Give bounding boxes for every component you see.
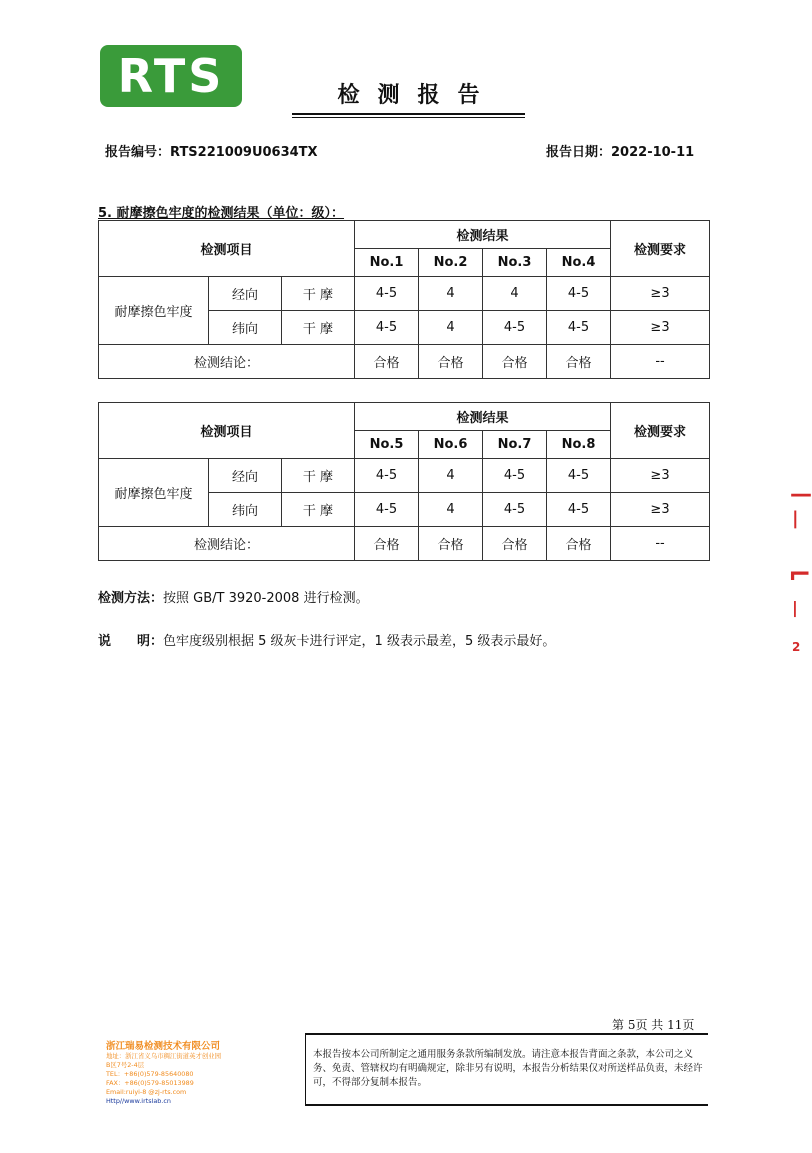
results-table-2 <box>98 402 710 561</box>
conclusion-requirement: -- <box>611 345 710 379</box>
sample-header: No.4 <box>547 249 611 277</box>
property-cell: 耐摩擦色牢度 <box>99 459 209 527</box>
test-method-label: 检测方法： <box>98 591 164 606</box>
result-header: 检测结果 <box>355 403 611 431</box>
conclusion-cell: 合格 <box>483 345 547 379</box>
sample-header: No.6 <box>419 431 483 459</box>
company-tel: TEL：+86(0)579-85640080 <box>106 1070 194 1078</box>
direction-cell: 纬向 <box>209 311 282 345</box>
conclusion-row <box>99 527 710 561</box>
value-cell: 4-5 <box>483 459 547 493</box>
item-header: 检测项目 <box>99 221 355 277</box>
sample-header: No.8 <box>547 431 611 459</box>
condition-cell: 干 摩 <box>282 311 355 345</box>
condition-cell: 干 摩 <box>282 277 355 311</box>
section-title: 5. 耐摩擦色牢度的检测结果（单位：级）： <box>98 206 345 221</box>
footer-divider-bottom <box>305 1104 708 1106</box>
page-count: 第 5页 共 11页 <box>612 1018 695 1032</box>
requirement-header: 检测要求 <box>611 221 710 277</box>
seal-stamp-fragment: — | ⌐ | 2 <box>788 482 812 654</box>
note <box>98 630 555 649</box>
condition-cell: 干 摩 <box>282 493 355 527</box>
sample-header: No.3 <box>483 249 547 277</box>
company-website: Http//www.irtslab.cn <box>106 1097 171 1105</box>
condition-cell: 干 摩 <box>282 459 355 493</box>
requirement-cell: ≥3 <box>611 459 710 493</box>
conclusion-row <box>99 345 710 379</box>
company-logo <box>100 45 242 107</box>
test-method <box>98 587 369 606</box>
report-number <box>105 141 318 160</box>
results-table-1 <box>98 220 710 379</box>
conclusion-cell: 合格 <box>547 527 611 561</box>
company-fax: FAX：+86(0)579-85013989 <box>106 1079 194 1087</box>
value-cell: 4 <box>483 277 547 311</box>
title-underline-thin <box>292 117 525 118</box>
conclusion-cell: 合格 <box>419 345 483 379</box>
page-title: 检测报告 <box>337 83 498 108</box>
requirement-cell: ≥3 <box>611 277 710 311</box>
footer-divider-left <box>305 1033 306 1105</box>
disclaimer-text: 本报告按本公司所制定之通用服务条款所编制发放。请注意本报告背面之条款，本公司之义务、免责、管辖权均有明确规定，除非另有说明，本报告分析结果仅对所送样品负责，未经许可，不得部分复制本报告。 <box>313 1049 703 1088</box>
logo-text: RTS <box>117 49 225 103</box>
sample-header: No.2 <box>419 249 483 277</box>
value-cell: 4-5 <box>355 277 419 311</box>
conclusion-label: 检测结论： <box>99 345 355 379</box>
company-email: Email:ruiyi-8 @zj-rts.com <box>106 1088 187 1096</box>
footer-divider-top <box>305 1033 708 1035</box>
sample-header: No.1 <box>355 249 419 277</box>
conclusion-cell: 合格 <box>419 527 483 561</box>
conclusion-label: 检测结论： <box>99 527 355 561</box>
requirement-header: 检测要求 <box>611 403 710 459</box>
note-text: 色牢度级别根据 5 级灰卡进行评定，1 级表示最差，5 级表示最好。 <box>163 634 556 649</box>
value-cell: 4-5 <box>483 493 547 527</box>
company-info <box>106 1038 296 1106</box>
requirement-cell: ≥3 <box>611 493 710 527</box>
report-date <box>546 141 694 160</box>
item-header: 检测项目 <box>99 403 355 459</box>
company-address: 地址：浙江省义乌市稠江街道英才创业园 <box>106 1052 222 1060</box>
value-cell: 4-5 <box>547 277 611 311</box>
value-cell: 4-5 <box>483 311 547 345</box>
title-underline <box>292 113 525 115</box>
direction-cell: 经向 <box>209 277 282 311</box>
conclusion-cell: 合格 <box>355 345 419 379</box>
table-row <box>99 459 710 493</box>
value-cell: 4 <box>419 277 483 311</box>
value-cell: 4-5 <box>547 459 611 493</box>
value-cell: 4-5 <box>355 459 419 493</box>
value-cell: 4-5 <box>547 493 611 527</box>
conclusion-cell: 合格 <box>355 527 419 561</box>
direction-cell: 纬向 <box>209 493 282 527</box>
test-method-text: 按照 GB/T 3920-2008 进行检测。 <box>163 591 369 606</box>
direction-cell: 经向 <box>209 459 282 493</box>
company-address-2: B区7号2-4层 <box>106 1061 145 1069</box>
value-cell: 4-5 <box>547 311 611 345</box>
requirement-cell: ≥3 <box>611 311 710 345</box>
value-cell: 4-5 <box>355 311 419 345</box>
conclusion-requirement: -- <box>611 527 710 561</box>
report-number-value: RTS221009U0634TX <box>170 145 318 160</box>
result-header: 检测结果 <box>355 221 611 249</box>
sample-header: No.7 <box>483 431 547 459</box>
value-cell: 4-5 <box>355 493 419 527</box>
value-cell: 4 <box>419 311 483 345</box>
conclusion-cell: 合格 <box>547 345 611 379</box>
value-cell: 4 <box>419 459 483 493</box>
report-number-label: 报告编号： <box>105 145 171 160</box>
company-name: 浙江瑞易检测技术有限公司 <box>106 1041 221 1052</box>
sample-header: No.5 <box>355 431 419 459</box>
value-cell: 4 <box>419 493 483 527</box>
table-row <box>99 277 710 311</box>
report-date-value: 2022-10-11 <box>611 145 695 160</box>
report-date-label: 报告日期： <box>546 145 612 160</box>
conclusion-cell: 合格 <box>483 527 547 561</box>
note-label: 说 明： <box>98 634 164 649</box>
property-cell: 耐摩擦色牢度 <box>99 277 209 345</box>
